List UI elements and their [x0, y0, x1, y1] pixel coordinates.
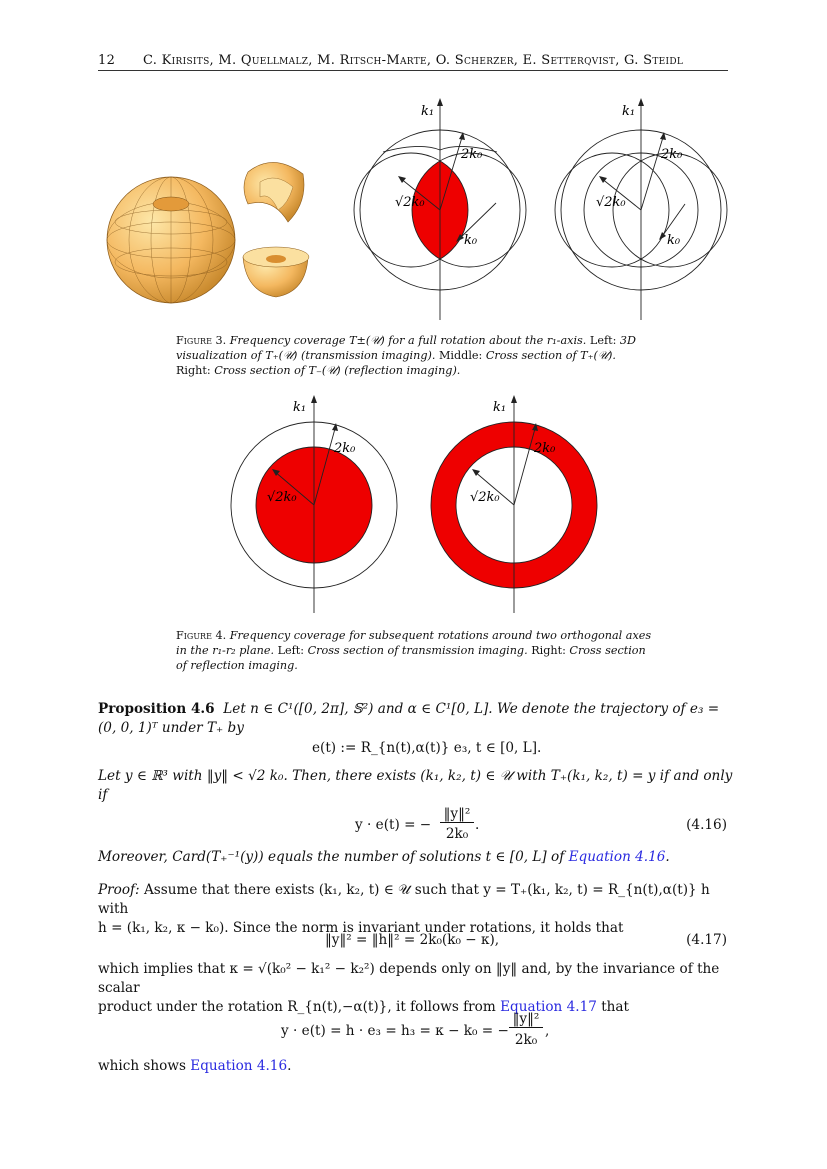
equation-link[interactable]: Equation 4.17: [500, 999, 597, 1015]
proposition-statement: Let y ∈ ℝ³ with ‖y‖ < √2 k₀. Then, there exists (k₁, k₂, t) ∈ 𝒰 with T₊(k₁, k₂, t) = y if and only if: [98, 768, 733, 803]
author-list: C. Kirisits, M. Quellmalz, M. Ritsch-Marte, O. Scherzer, E. Setterqvist, G. Steidl: [143, 53, 684, 68]
proof-continued: which implies that κ = √(k₀² − k₁² − k₂²) depends only on ‖y‖ and, by the invariance of the scalar product under the rotation R_{n(t),−α(t)}, it follows from Equation 4.17 that: [98, 961, 720, 1015]
header-rule: [98, 70, 728, 71]
equation-tag: (4.17): [686, 932, 727, 948]
label-sqrt2k0: √2k₀: [470, 490, 500, 505]
axis-label-k1: k₁: [493, 400, 507, 415]
proof: Proof: Assume that there exists (k₁, k₂, t) ∈ 𝒰 such that y = T₊(k₁, k₂, t) = R_{n(t),α(t)} h with h = (k₁, k₂, κ − k₀). Since the norm is invariant under rotations, it holds that: [98, 882, 710, 936]
label-sqrt2k0: √2k₀: [395, 195, 425, 210]
equation-4-17: ‖y‖² = ‖h‖² = 2k₀(k₀ − κ), (4.17): [325, 932, 727, 948]
label-k0: k₀: [667, 233, 681, 248]
figure-4: [220, 393, 640, 618]
figure-3: [98, 92, 738, 322]
equation-link[interactable]: Equation 4.16: [190, 1058, 288, 1074]
axis-label-k1: k₁: [293, 400, 307, 415]
label-k0: k₀: [464, 233, 478, 248]
label-sqrt2k0: √2k₀: [596, 195, 626, 210]
label-2k0: 2k₀: [334, 441, 356, 456]
proposition-4-6: Proposition 4.6 Let n ∈ C¹([0, 2π], 𝕊²) and α ∈ C¹[0, L]. We denote the trajectory of e₃ = (0, 0, 1)ᵀ under T₊ by: [98, 701, 720, 736]
label-sqrt2k0: √2k₀: [267, 490, 297, 505]
cross-section-transmission: [354, 98, 526, 320]
equation-trajectory: e(t) := R_{n(t),α(t)} e₃, t ∈ [0, L].: [312, 740, 542, 756]
equation-final: y · e(t) = h · e₃ = h₃ = κ − k₀ = − ‖y‖² 2k₀ ,: [281, 1011, 550, 1048]
proposition-moreover: Moreover, Card(T₊⁻¹(y)) equals the number of solutions t ∈ [0, L] of Equation 4.16.: [98, 849, 670, 865]
proof-conclusion: which shows Equation 4.16.: [98, 1058, 292, 1074]
page-number: 12: [98, 53, 116, 68]
figure-4-caption: Figure 4. Frequency coverage for subsequent rotations around two orthogonal axes in the r₁-r₂ plane. Left: Cross section of transmission imaging. Right: Cross section of reflection imaging.: [176, 629, 652, 672]
proposition-title: Proposition 4.6: [98, 701, 215, 717]
equation-4-16: y · e(t) = − ‖y‖² 2k₀ . (4.16): [355, 806, 727, 842]
cross-section-reflection-2axes: [431, 395, 597, 613]
axis-label-k1: k₁: [421, 104, 435, 119]
label-2k0: 2k₀: [461, 147, 483, 162]
label-2k0: 2k₀: [661, 147, 683, 162]
3d-visualization: [107, 162, 309, 303]
equation-tag: (4.16): [686, 817, 727, 833]
label-2k0: 2k₀: [534, 441, 556, 456]
proof-label: Proof:: [98, 882, 140, 898]
equation-link[interactable]: Equation 4.16: [568, 849, 666, 865]
cross-section-reflection: [519, 98, 738, 320]
axis-label-k1: k₁: [622, 104, 636, 119]
cross-section-transmission-2axes: [231, 395, 397, 613]
figure-3-caption: Figure 3. Frequency coverage T±(𝒰) for a full rotation about the r₁-axis. Left: 3D visualization of T₊(𝒰) (transmission imaging). Middle: Cross section of T₊(𝒰). Right: Cross section of T₋(𝒰) (reflection imaging).: [176, 334, 637, 377]
